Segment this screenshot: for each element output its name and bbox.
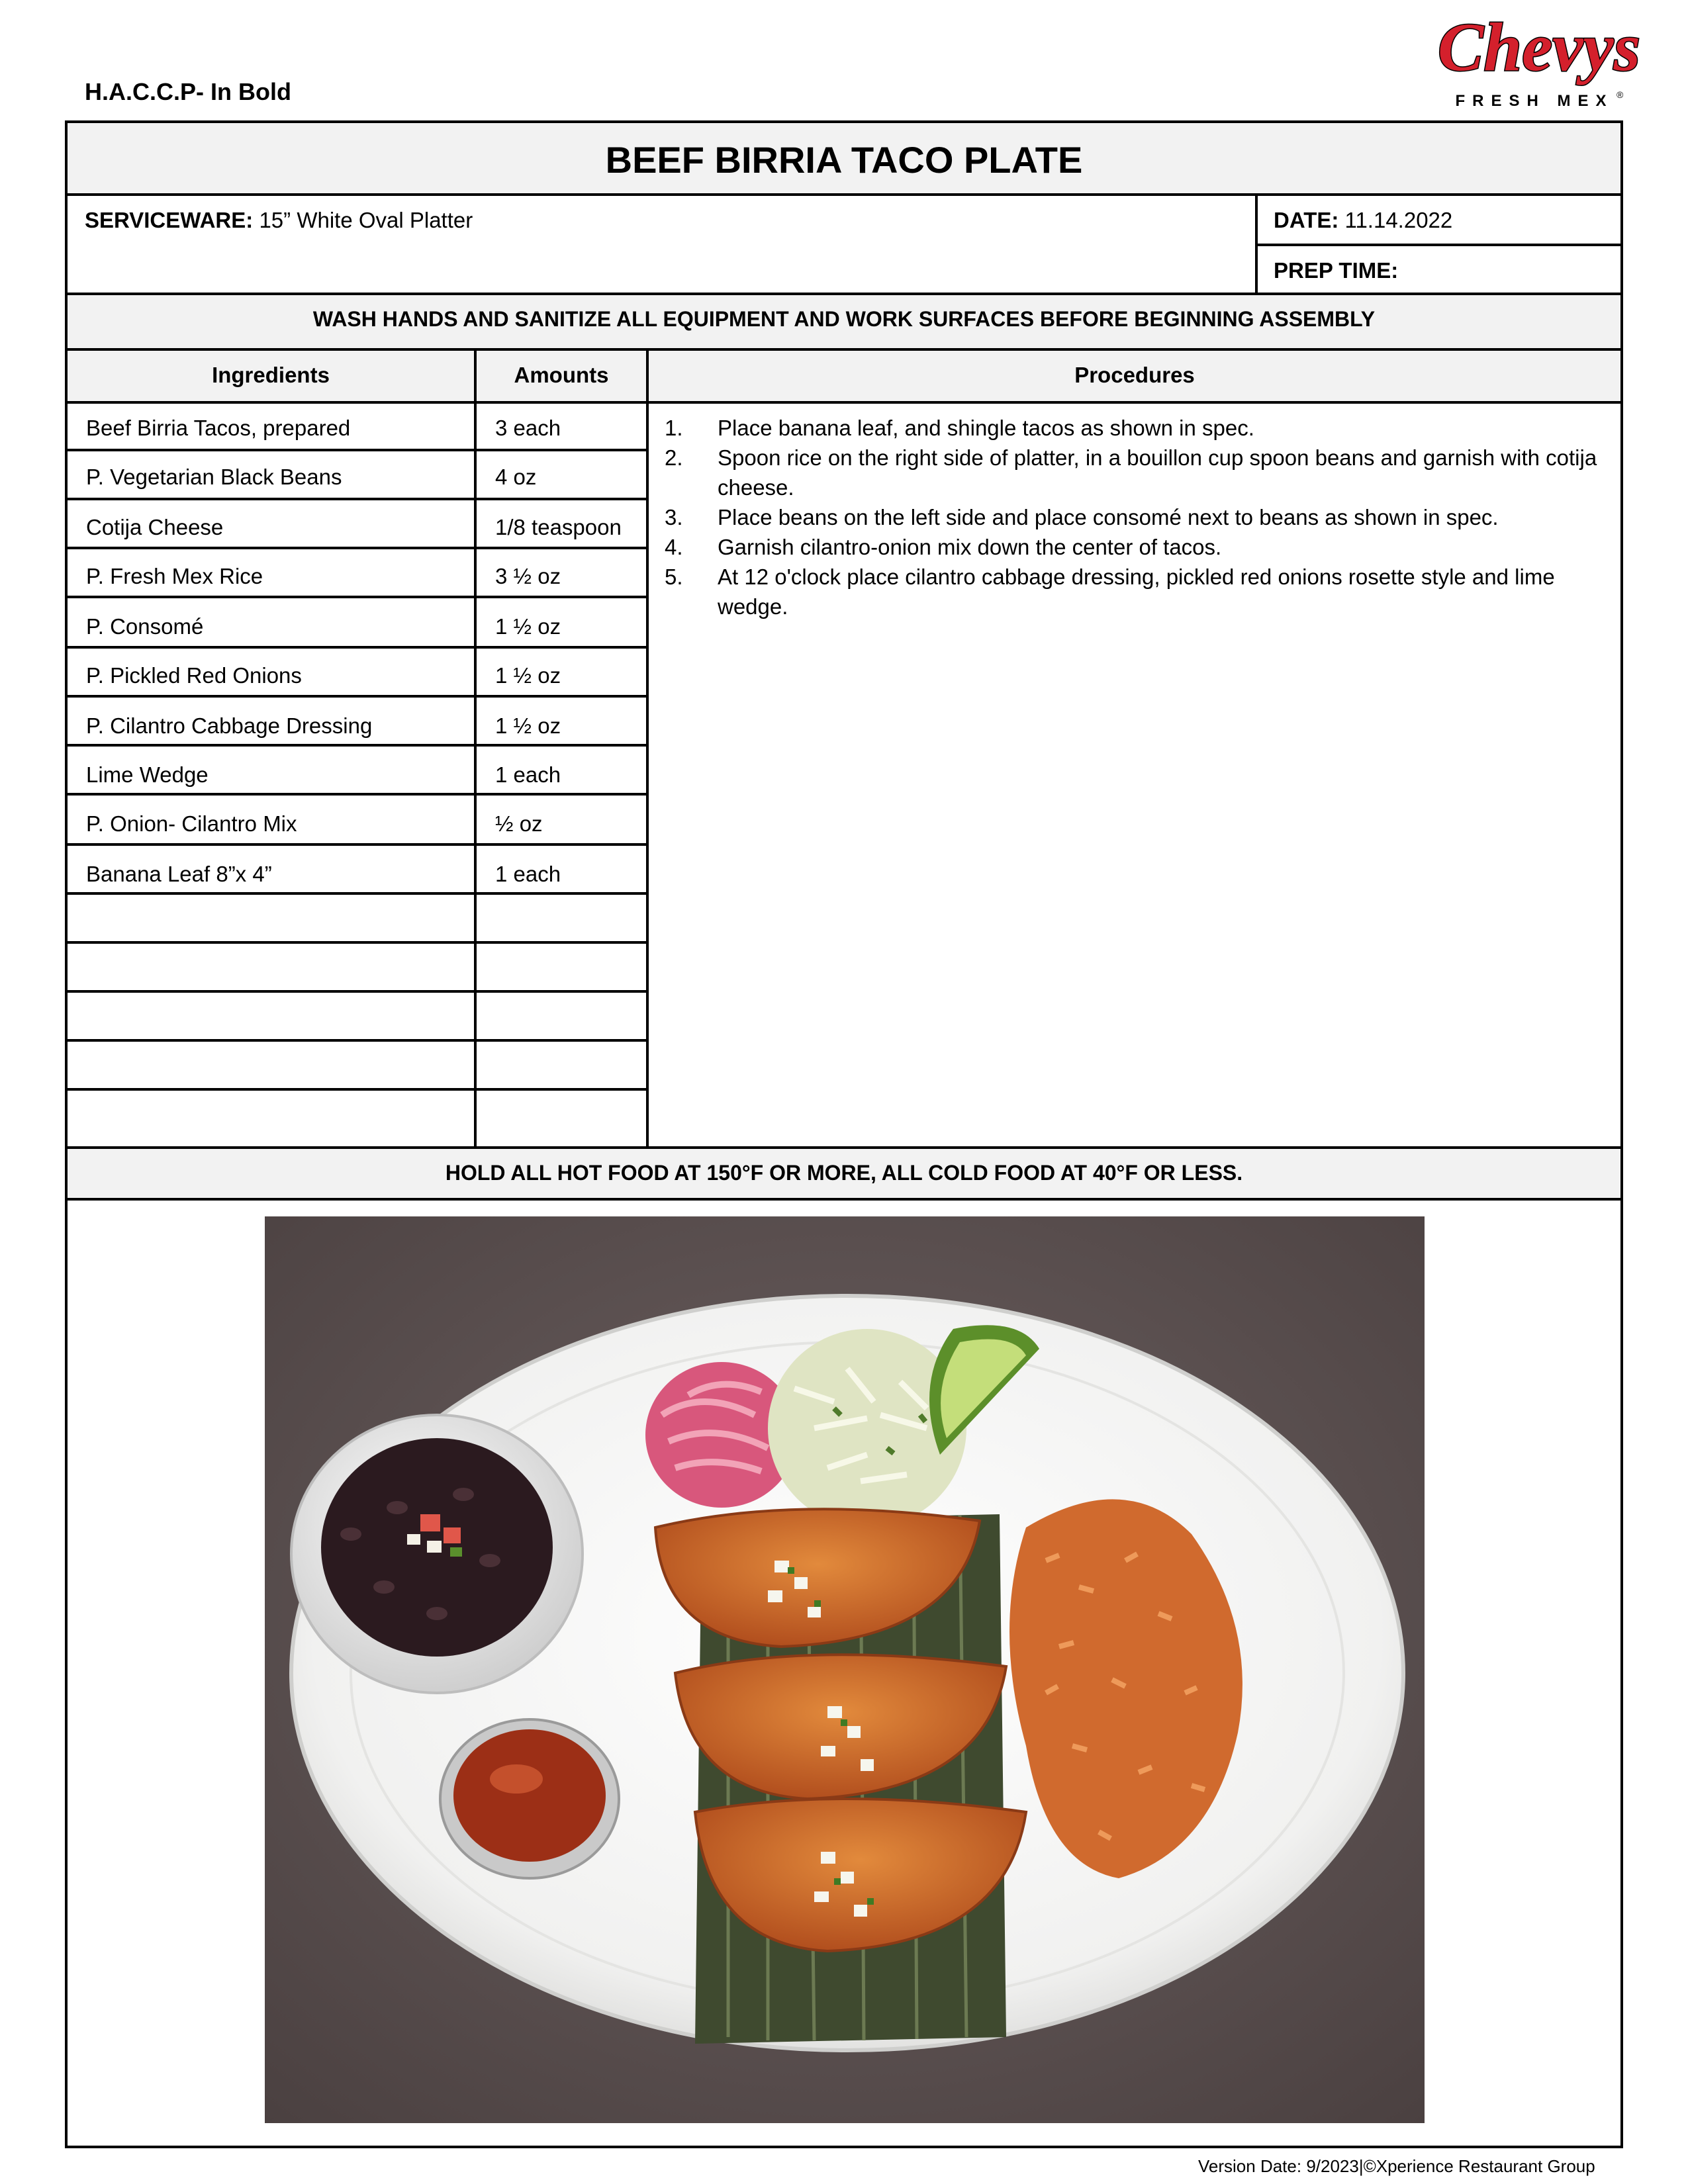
step-text: Garnish cilantro-onion mix down the center of tacos. <box>718 535 1222 559</box>
ingredients-header: Ingredients <box>212 363 330 387</box>
step-number: 1. <box>665 416 683 440</box>
ingredient-name: P. Consomé <box>86 614 204 639</box>
ingredient-name: P. Cilantro Cabbage Dressing <box>86 713 373 738</box>
step-number: 3. <box>665 505 683 529</box>
procedure-step <box>665 562 1605 621</box>
prep-time-label: PREP TIME: <box>1274 258 1399 283</box>
ingredient-amount: 1 each <box>495 762 561 787</box>
ingredient-name: Lime Wedge <box>86 762 209 787</box>
procedure-step <box>665 413 1605 443</box>
logo-registered-mark: ® <box>1617 89 1624 100</box>
procedures-list <box>665 413 1605 621</box>
table-row-divider <box>65 892 647 895</box>
ingredient-name: Beef Birria Tacos, prepared <box>86 416 351 440</box>
step-number: 5. <box>665 565 683 589</box>
table-row-divider <box>65 547 647 549</box>
table-row-divider <box>65 596 647 598</box>
ingredient-name: Cotija Cheese <box>86 515 224 539</box>
table-row-divider <box>65 744 647 747</box>
procedure-step <box>665 443 1605 502</box>
table-row-divider <box>65 1039 647 1042</box>
serviceware-value: 15” White Oval Platter <box>253 208 473 232</box>
ingredient-name: Banana Leaf 8”x 4” <box>86 862 272 886</box>
date-field <box>1274 208 1452 233</box>
ingredient-name: P. Fresh Mex Rice <box>86 564 263 588</box>
step-text: Place banana leaf, and shingle tacos as shown in spec. <box>718 416 1254 440</box>
ingredient-amount: 1 each <box>495 862 561 886</box>
amounts-header: Amounts <box>514 363 609 387</box>
serviceware-label: SERVICEWARE: <box>85 208 254 232</box>
table-row-divider <box>65 843 647 846</box>
ingredient-name: P. Onion- Cilantro Mix <box>86 811 297 836</box>
ingredient-amount: 3 each <box>495 416 561 440</box>
date-label: DATE: <box>1274 208 1339 232</box>
haccp-note: H.A.C.C.P- In Bold <box>85 78 291 105</box>
procedure-step <box>665 502 1605 532</box>
step-text: At 12 o'clock place cilantro cabbage dressing, pickled red onions rosette style and lime wedge. <box>718 565 1555 619</box>
ingredient-amount: 1 ½ oz <box>495 713 561 738</box>
table-row-divider <box>65 990 647 993</box>
table-row-divider <box>65 1088 647 1091</box>
logo-tagline: FRESH MEX <box>1455 92 1614 110</box>
hold-temperature-banner: HOLD ALL HOT FOOD AT 150°F OR MORE, ALL COLD FOOD AT 40°F OR LESS. <box>445 1161 1243 1185</box>
chevys-logo <box>1437 9 1641 115</box>
ingredient-amount: ½ oz <box>495 811 543 836</box>
table-row-divider <box>65 941 647 944</box>
wash-hands-banner: WASH HANDS AND SANITIZE ALL EQUIPMENT AND WORK SURFACES BEFORE BEGINNING ASSEMBLY <box>312 307 1376 331</box>
ingredient-amount: 1/8 teaspoon <box>495 515 622 539</box>
step-text: Spoon rice on the right side of platter, in a bouillon cup spoon beans and garnish with cotija cheese. <box>718 445 1597 500</box>
plate-photo <box>265 1216 1425 2123</box>
black-beans-bowl <box>291 1415 583 1693</box>
ingredient-amount: 1 ½ oz <box>495 663 561 688</box>
ingredient-name: P. Pickled Red Onions <box>86 663 302 688</box>
table-row-divider <box>65 449 647 451</box>
table-row-divider <box>65 498 647 500</box>
page-title: BEEF BIRRIA TACO PLATE <box>605 138 1083 181</box>
table-row-divider <box>65 695 647 698</box>
consomme-cup <box>440 1719 619 1878</box>
ingredient-amount: 4 oz <box>495 465 537 489</box>
table-row-divider <box>65 646 647 649</box>
version-footer: Version Date: 9/2023|©Xperience Restaurant Group <box>1198 2156 1595 2176</box>
step-number: 2. <box>665 445 683 470</box>
serviceware-field <box>85 208 473 233</box>
logo-brand: Chevys <box>1437 9 1641 85</box>
step-text: Place beans on the left side and place consomé next to beans as shown in spec. <box>718 505 1499 529</box>
ingredient-amount: 1 ½ oz <box>495 614 561 639</box>
date-value: 11.14.2022 <box>1338 208 1453 232</box>
table-row-divider <box>65 793 647 796</box>
ingredient-name: P. Vegetarian Black Beans <box>86 465 342 489</box>
ingredient-amount: 3 ½ oz <box>495 564 561 588</box>
procedures-header: Procedures <box>1074 363 1195 387</box>
step-number: 4. <box>665 535 683 559</box>
procedure-step <box>665 532 1605 562</box>
